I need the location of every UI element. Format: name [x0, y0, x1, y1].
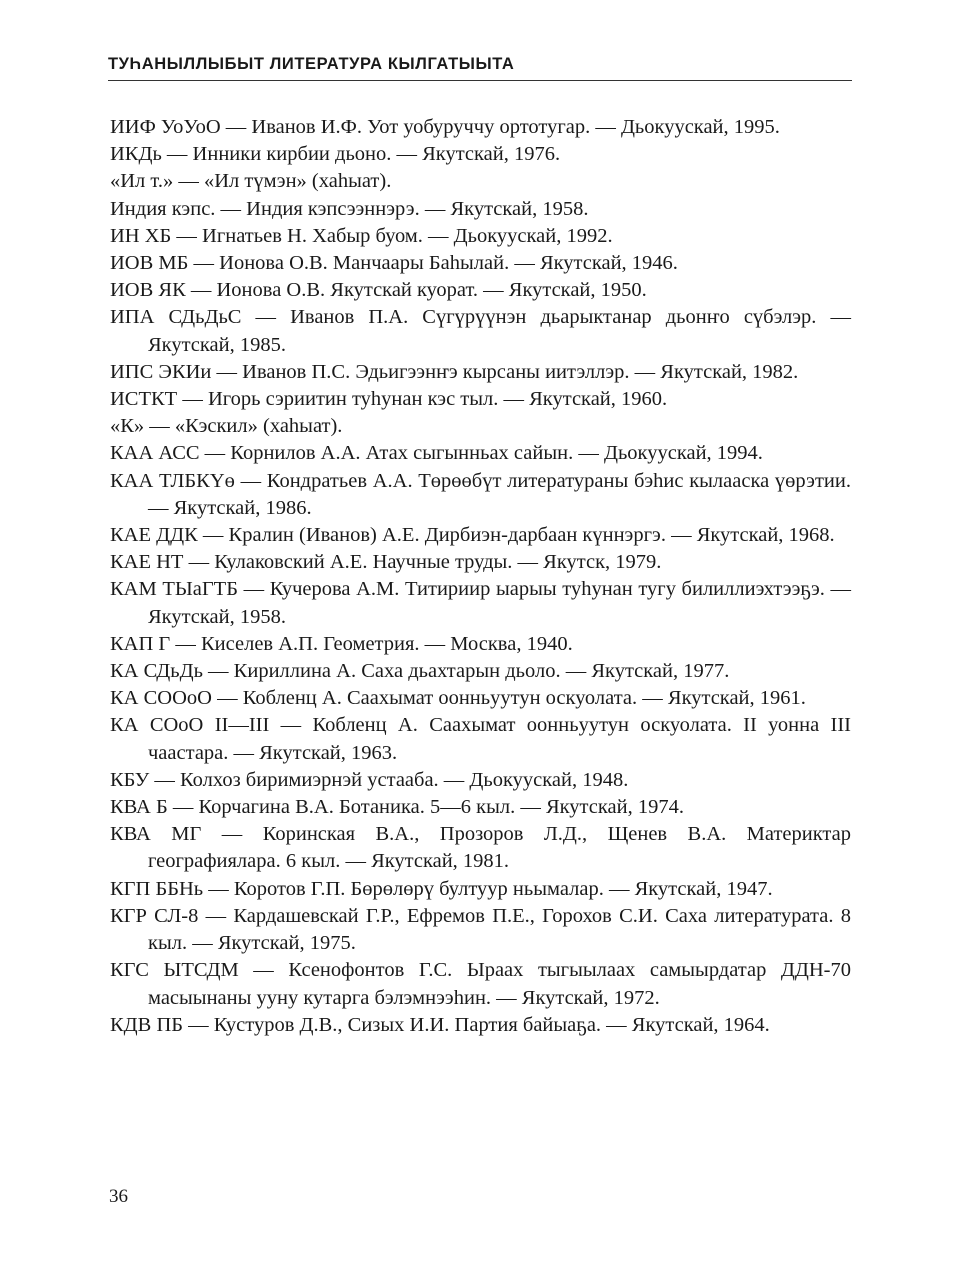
list-entry: ИПА СДьДьС — Иванов П.А. Сүгүрүүнэн дьарыктанар дьонҥо сүбэлэр. — Якутскай, 1985. — [110, 306, 851, 356]
list-entry: КБУ — Колхоз биримиэрнэй устааба. — Дьокуускай, 1948. — [110, 768, 629, 791]
list-entry: КА СООоО — Кобленц А. Саахымат оонньуутун оскуолата. — Якутскай, 1961. — [110, 687, 806, 710]
list-entry: КДВ ПБ — Кустуров Д.В., Сизых И.И. Партия байыаҕа. — Якутскай, 1964. — [110, 1013, 770, 1036]
list-entry: ИИФ УоУоО — Иванов И.Ф. Уот уобуруччу ортотугар. — Дьокуускай, 1995. — [110, 116, 780, 138]
list-entry: КАЕ НТ — Кулаковский А.Е. Научные труды. — Якутск, 1979. — [110, 551, 662, 574]
list-entry: ИКДь — Инники кирбии дьоно. — Якутскай, 1976. — [110, 143, 561, 166]
running-head: ТУҺАНЫЛЛЫБЫТ ЛИТЕРАТУРА КЫЛГАТЫЫТА — [108, 55, 515, 73]
list-entry: КАА АСС — Корнилов А.А. Атах сыгынньах сайын. — Дьокуускай, 1994. — [110, 442, 763, 465]
list-entry: КВА Б — Корчагина В.А. Ботаника. 5—6 кыл. — Якутскай, 1974. — [110, 796, 684, 819]
abbreviation-list — [110, 114, 851, 1039]
list-entry: КАМ ТЫаГТБ — Кучерова А.М. Титирииp ыарыы туһунан тугу билиллиэхтээҕэ. — Якутскай, 1958. — [110, 578, 851, 628]
list-entry: КА СОоО II—III — Кобленц А. Саахымат оонньуутун оскуолата. II уонна III чаастара. — Якутскай, 1963. — [110, 714, 851, 764]
list-entry: КАА ТЛБКҮө — Кондратьев А.А. Төрөөбүт литератураны бэһис кылааска үөрэтии. — Якутскай, 1986. — [110, 469, 851, 519]
list-entry: «Ил т.» — «Ил түмэн» (хаһыат). — [110, 170, 392, 193]
list-entry: КАП Г — Киселев А.П. Геометрия. — Москва, 1940. — [110, 632, 573, 655]
list-entry: КА СДьДь — Кириллина А. Саха дьахтарын дьоло. — Якутскай, 1977. — [110, 660, 730, 683]
list-entry: «К» — «Кэскил» (хаһыат). — [110, 415, 343, 438]
list-entry: КАЕ ДДК — Кралин (Иванов) А.Е. Дирбиэн-дарбаан күннэргэ. — Якутскай, 1968. — [110, 524, 835, 547]
list-entry: ИОВ ЯК — Ионова О.В. Якутскай куорат. — Якутскай, 1950. — [110, 279, 647, 302]
list-entry: КГС ЫТСДМ — Ксенофонтов Г.С. Ыраах тыгыылаах самыырдатар ДДН-70 масыынаны ууну кутарга бэлэмнээһин. — Якутскай, 1972. — [110, 959, 851, 1009]
list-entry: ИОВ МБ — Ионова О.В. Манчаары Баһылай. — Якутскай, 1946. — [110, 252, 678, 275]
list-entry: ИН ХБ — Игнатьев Н. Хабыр буом. — Дьокуускай, 1992. — [110, 224, 613, 247]
list-entry: КГР СЛ-8 — Кардашевскай Г.Р., Ефремов П.Е., Горохов С.И. Саха литературата. 8 кыл. — Якутскай, 1975. — [110, 904, 851, 955]
list-entry: ИСТКТ — Игорь сэриитин туһунан кэс тыл. — Якутскай, 1960. — [110, 388, 668, 411]
list-entry: КГП ББНь — Коротов Г.П. Бөрөлөрү бултуур ньымалар. — Якутскай, 1947. — [110, 877, 773, 900]
list-entry: КВА МГ — Коринская В.А., Прозоров Л.Д., Щенев В.А. Материктар географиялара. 6 кыл. — Якутскай, 1981. — [110, 823, 851, 873]
header-rule — [108, 80, 852, 81]
list-entry: Индия кэпс. — Индия кэпсээннэрэ. — Якутскай, 1958. — [110, 197, 589, 220]
page-number: 36 — [109, 1186, 128, 1207]
list-entry: ИПС ЭКИи — Иванов П.С. Эдьигээнҥэ кырсаны иитэллэр. — Якутскай, 1982. — [110, 360, 799, 383]
